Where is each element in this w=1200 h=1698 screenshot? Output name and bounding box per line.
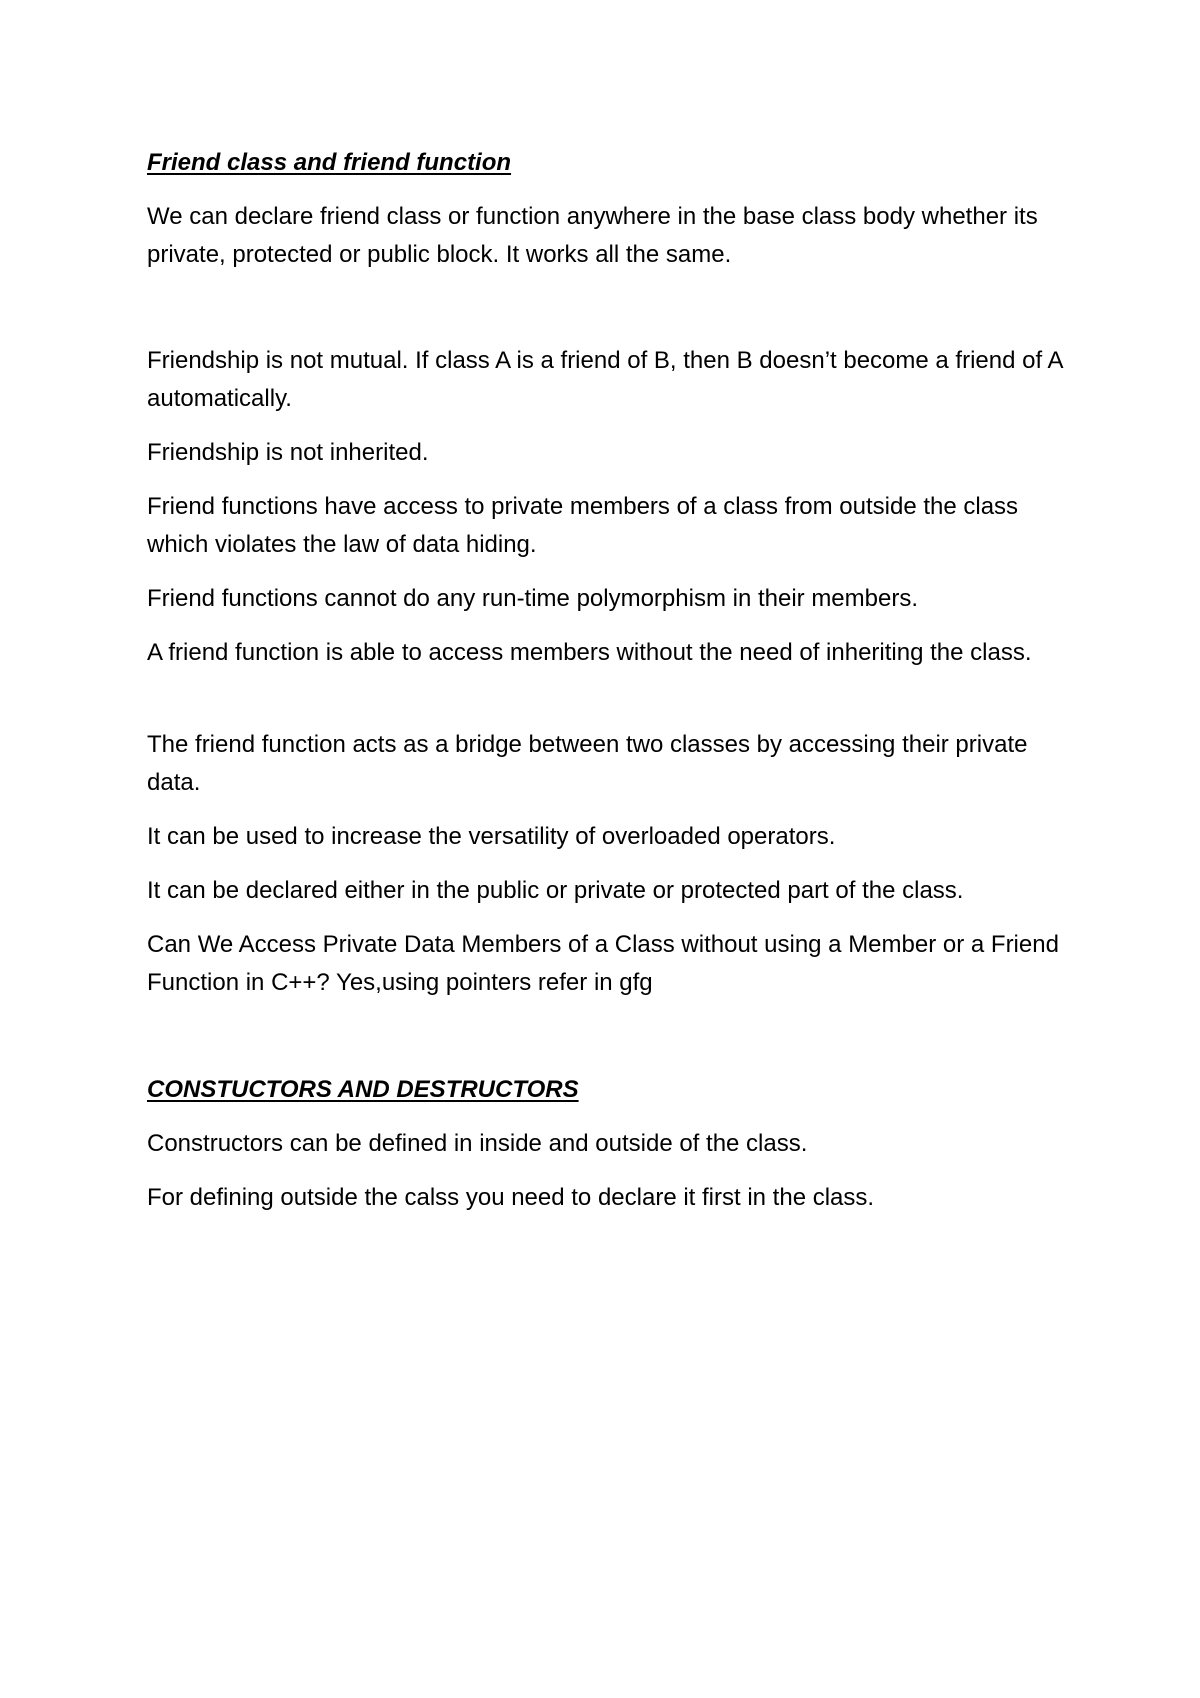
section-heading-friend: Friend class and friend function (147, 149, 512, 176)
paragraph-constructors-defined: Constructors can be defined in inside and outside of the class. (147, 1130, 808, 1157)
paragraph-inherited: Friendship is not inherited. (147, 439, 429, 466)
paragraph-defining-outside: For defining outside the calss you need to declare it first in the class. (147, 1184, 875, 1211)
paragraph-declared: It can be declared either in the public or private or protected part of the class. (147, 877, 964, 904)
paragraph-bridge: The friend function acts as a bridge between two classes by accessing their private data. (147, 731, 1028, 796)
paragraph-access: Friend functions have access to private members of a class from outside the class which violates the law of data hiding. (147, 493, 1019, 558)
paragraph-operators: It can be used to increase the versatility of overloaded operators. (147, 823, 836, 850)
paragraph-intro: We can declare friend class or function anywhere in the base class body whether its private, protected or public block. It works all the same. (147, 203, 1038, 268)
paragraph-polymorphism: Friend functions cannot do any run-time polymorphism in their members. (147, 585, 918, 612)
section-heading-constructors: CONSTUCTORS AND DESTRUCTORS (147, 1076, 579, 1103)
paragraph-mutual: Friendship is not mutual. If class A is a friend of B, then B doesn’t become a friend of A automatically. (147, 347, 1063, 412)
paragraph-inheriting: A friend function is able to access members without the need of inheriting the class. (147, 639, 1032, 666)
paragraph-pointers: Can We Access Private Data Members of a Class without using a Member or a Friend Function in C++? Yes,using pointers refer in gfg (147, 931, 1059, 996)
